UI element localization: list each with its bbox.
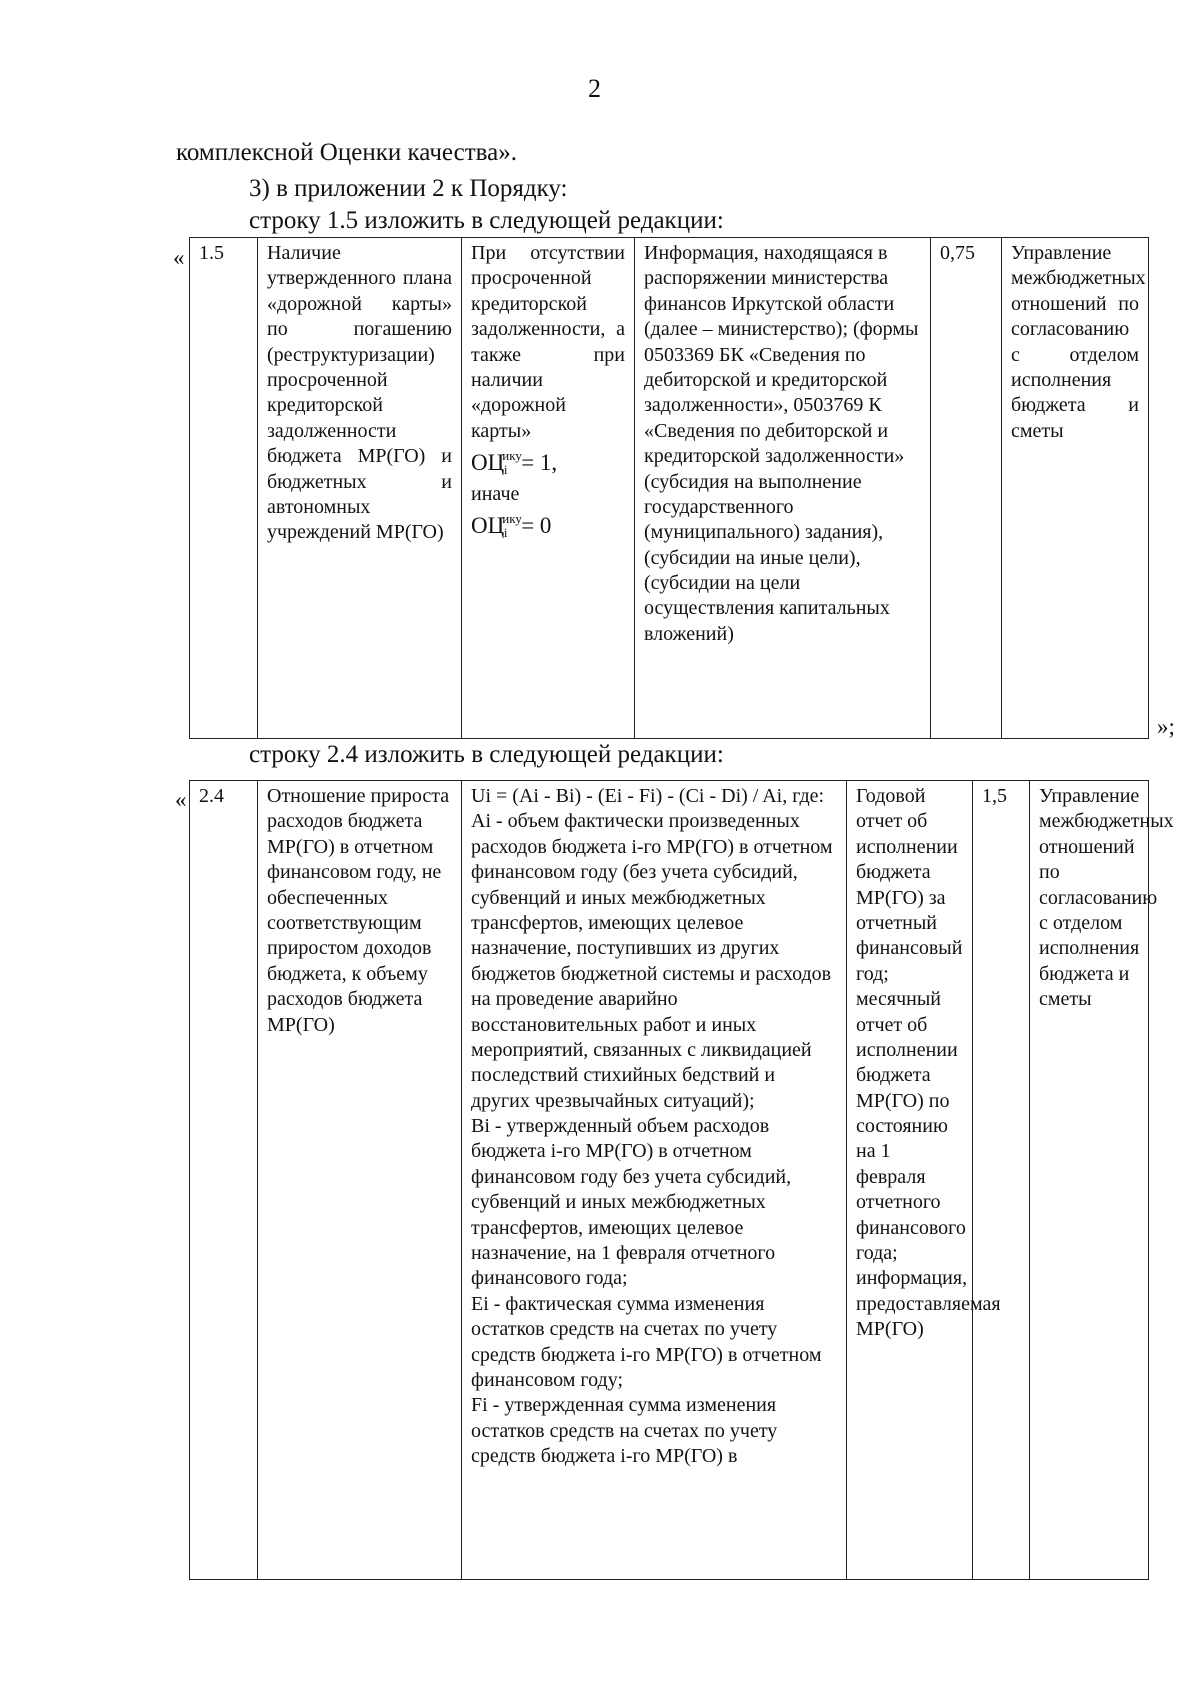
source-cell: Годовой отчет об исполнении бюджета МР(ГО) за отчетный финансовый год; месячный отчет об исполнении бюджета МР(ГО) по состоянию на 1 февраля отчетного финансового года; информация, предоставляемая МР(ГО) — [847, 781, 973, 1580]
formula-equals-one — [471, 448, 625, 478]
formula-value: = 1, — [521, 450, 558, 476]
table-row-2-4 — [189, 780, 1174, 1580]
row-number-cell: 1.5 — [190, 238, 258, 739]
formula-value: = 0 — [521, 513, 552, 539]
opening-quote-mark: « — [175, 787, 187, 812]
responsible-cell: Управление межбюджетных отношений по согласованию с отделом исполнения бюджета и сметы — [1002, 238, 1149, 739]
formula-base: ОЦ — [471, 450, 505, 476]
formula-base: ОЦ — [471, 513, 505, 539]
row-number-cell: 2.4 — [190, 781, 258, 1580]
formula-superscript: ику — [502, 511, 522, 527]
formula-equals-zero — [471, 511, 625, 541]
heading-row-2-4: строку 2.4 изложить в следующей редакции: — [249, 741, 724, 768]
formula-subscript: i — [503, 462, 508, 478]
heading-row-1-5: строку 1.5 изложить в следующей редакции: — [249, 207, 724, 234]
calculation-formula: Ui = (Ai - Bi) - (Ei - Fi) - (Ci - Di) / Ai, где: — [471, 785, 825, 807]
page-number: 2 — [588, 74, 601, 103]
definition-f: Fi - утвержденная сумма изменения остатков средств на счетах по учету средств бюджета i-го МР(ГО) в — [471, 1394, 778, 1468]
weight-cell: 1,5 — [973, 781, 1030, 1580]
calculation-text: При отсутствии просроченной кредиторской задолженности, а также при наличии «дорожной карты» — [471, 242, 625, 442]
indicator-cell: Наличие утвержденного плана «дорожной карты» по погашению (реструктуризации) просроченной кредиторской задолженности бюджета МР(ГО) и бюджетных и автономных учреждений МР(ГО) — [258, 238, 462, 739]
closing-quote-mark: »; — [1157, 714, 1175, 739]
definition-b: Bi - утвержденный объем расходов бюджета i-го МР(ГО) в отчетном финансовом году без учета субсидий, субвенций и иных межбюджетных трансфертов, имеющих целевое назначение, на 1 февраля отчетного финансового года; — [471, 1115, 792, 1290]
source-cell: Информация, находящаяся в распоряжении министерства финансов Иркутской области (далее – министерство); (формы 0503369 БК «Сведения по дебиторской и кредиторской задолженности», 0503769 К «Сведения по дебиторской и кредиторской задолженности» (субсидия на выполнение государственного (муниципального) задания), (субсидии на иные цели), (субсидии на цели осуществления капитальных вложений) — [635, 238, 931, 739]
table-row — [190, 781, 1149, 1580]
opening-quote-mark: « — [173, 245, 185, 270]
weight-cell: 0,75 — [931, 238, 1002, 739]
intro-line-2: 3) в приложении 2 к Порядку: — [249, 175, 568, 202]
calculation-cell — [462, 238, 635, 739]
formula-superscript: ику — [502, 448, 522, 464]
intro-line-1: комплексной Оценки качества». — [176, 139, 517, 166]
otherwise-text: иначе — [471, 483, 520, 506]
definition-a: Ai - объем фактически произведенных расходов бюджета i-го МР(ГО) в отчетном финансовом году (без учета субсидий, субвенций и иных межбюджетных трансфертов, имеющих целевое назначение, поступивших из других бюджетов бюджетной системы и расходов на проведение аварийно восстановительных работ и иных мероприятий, связанных с ликвидацией последствий стихийных бедствий и других чрезвычайных ситуаций); — [471, 810, 833, 1112]
table-row — [190, 238, 1149, 739]
indicator-cell: Отношение прироста расходов бюджета МР(ГО) в отчетном финансовом году, не обеспеченных соответствующим приростом доходов бюджета, к объему расходов бюджета МР(ГО) — [258, 781, 462, 1580]
table-row-1-5 — [189, 237, 1149, 739]
definition-e: Ei - фактическая сумма изменения остатков средств на счетах по учету средств бюджета i-го МР(ГО) в отчетном финансовом году; — [471, 1292, 822, 1391]
formula-subscript: i — [503, 525, 508, 541]
responsible-cell: Управление межбюджетных отношений по согласованию с отделом исполнения бюджета и сметы — [1030, 781, 1149, 1580]
calculation-cell — [462, 781, 847, 1580]
